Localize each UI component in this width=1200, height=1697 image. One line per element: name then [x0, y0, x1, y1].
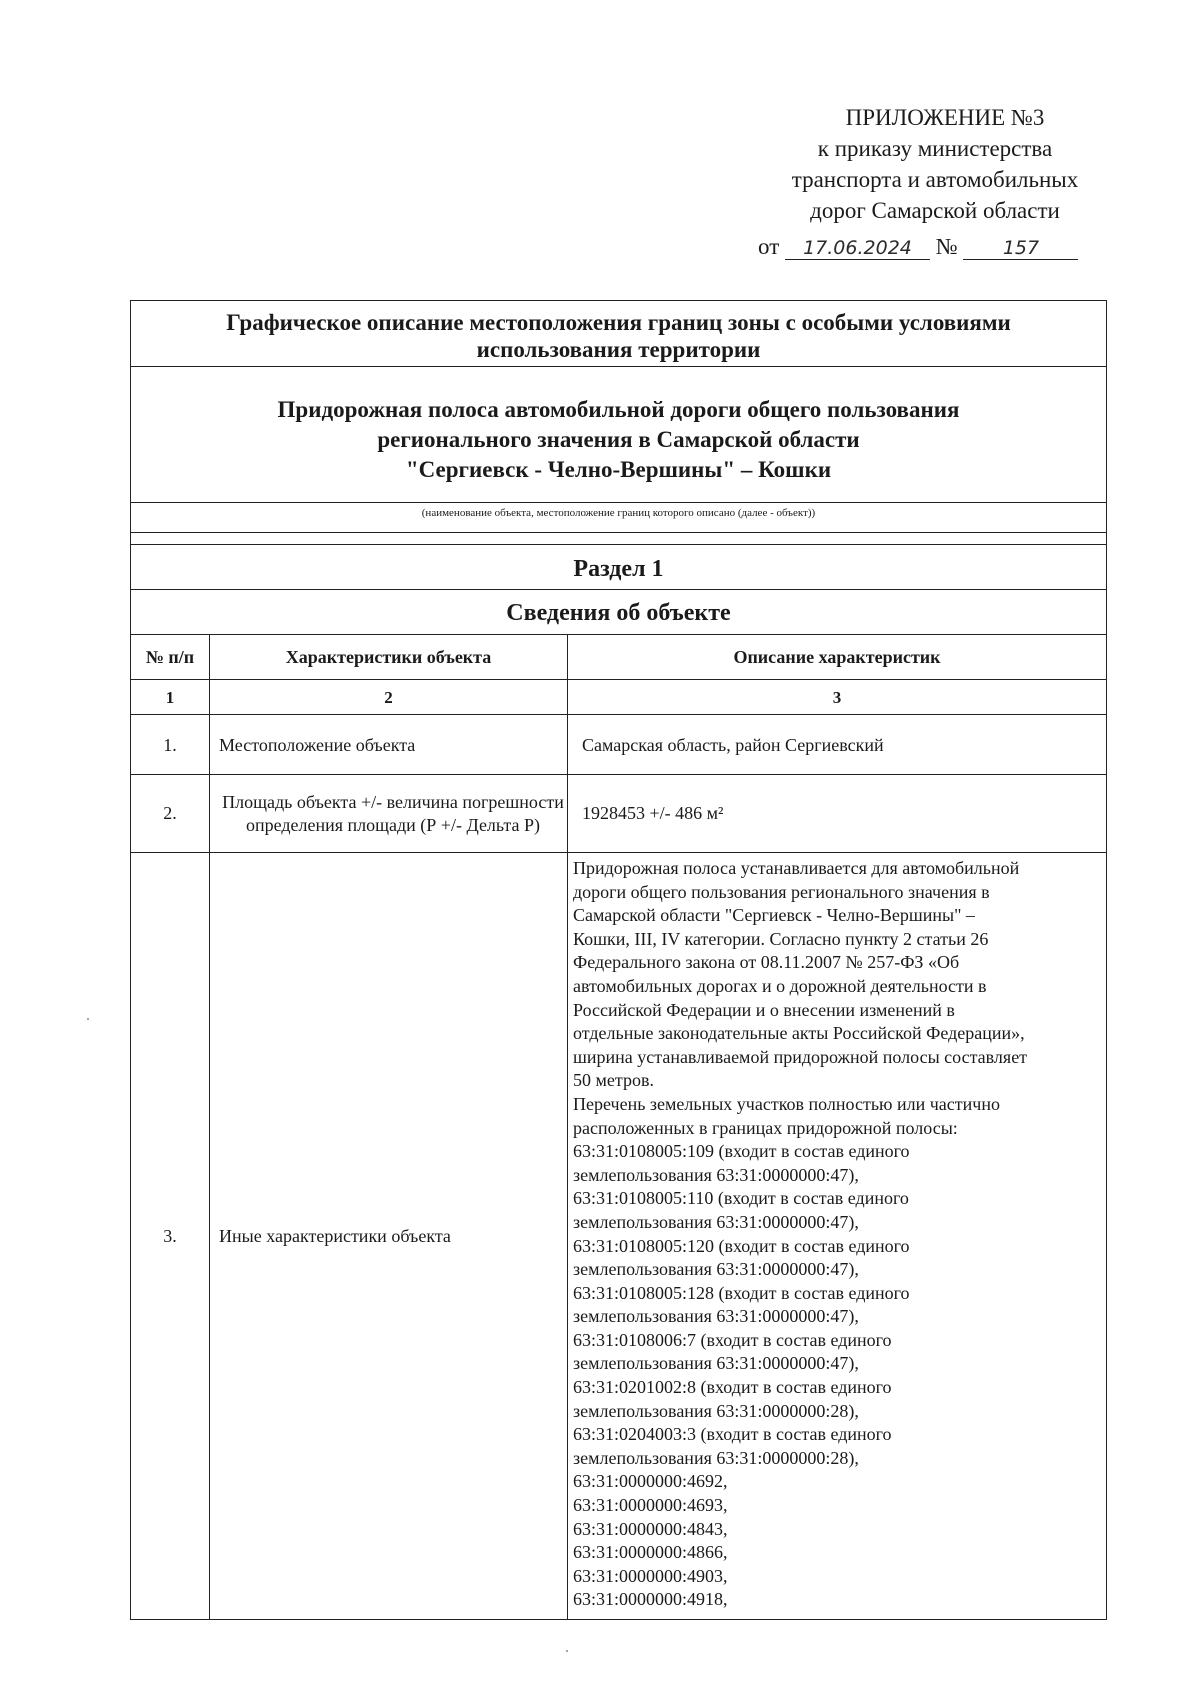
column-number: 1	[131, 680, 210, 715]
row-characteristic: Местоположение объекта	[210, 715, 568, 775]
row-number: 1.	[131, 715, 210, 775]
object-caption: (наименование объекта, местоположение границ которого описано (далее - объект))	[131, 503, 1106, 533]
scan-speck	[566, 1650, 568, 1652]
object-name-line-3: "Сергиевск - Челно-Вершины" – Кошки	[405, 457, 832, 482]
section-title: Раздел 1	[131, 545, 1106, 590]
appendix-title: ПРИЛОЖЕНИЕ №3	[845, 105, 1045, 130]
object-name-line-2: регионального значения в Самарской области	[377, 427, 860, 452]
header-num: № п/п	[131, 635, 210, 680]
description-line: ширина устанавливаемой придорожной полосы составляет	[573, 1046, 1028, 1067]
number-label: №	[935, 234, 958, 259]
description-line: 63:31:0108006:7 (входит в состав единого	[573, 1329, 892, 1350]
header-characteristic: Характеристики объекта	[210, 635, 568, 680]
document-title-line-1: Графическое описание местоположения границ зоны с особыми условиями	[226, 310, 1011, 335]
description-line: Российской Федерации и о внесении изменений в	[573, 999, 955, 1020]
table-row	[131, 853, 1106, 1619]
description-line: 63:31:0000000:4693,	[573, 1495, 728, 1516]
table-header-row	[131, 635, 1106, 680]
column-number: 3	[832, 688, 842, 707]
row-description	[568, 853, 1106, 1619]
row-characteristic: Площадь объекта +/- величина погрешности определения площади (Р +/- Дельта Р)	[210, 775, 568, 852]
from-label: от	[758, 234, 780, 259]
description-line: землепользования 63:31:0000000:28),	[573, 1447, 859, 1468]
description-line: 63:31:0000000:4692,	[573, 1471, 728, 1492]
info-title: Сведения об объекте	[131, 590, 1106, 635]
order-number: 157	[963, 237, 1078, 260]
row-number: 3.	[131, 853, 210, 1619]
description-line: Придорожная полоса устанавливается для автомобильной	[573, 858, 1020, 878]
description-line: 63:31:0201002:8 (входит в состав единого	[573, 1377, 892, 1398]
row-number: 2.	[131, 775, 210, 852]
description-line: 63:31:0108005:120 (входит в состав единого	[573, 1235, 910, 1256]
description-line: Федерального закона от 08.11.2007 № 257-ФЗ «Об	[573, 952, 960, 973]
description-line: землепользования 63:31:0000000:47),	[573, 1211, 859, 1232]
table-row	[131, 775, 1106, 853]
description-line: расположенных в границах придорожной полосы:	[573, 1117, 958, 1138]
description-line: 63:31:0108005:110 (входит в состав единого	[573, 1188, 909, 1209]
description-line: Самарской области "Сергиевск - Челно-Вершины" –	[573, 905, 975, 926]
description-line: 63:31:0108005:128 (входит в состав единого	[573, 1282, 910, 1303]
document-title-line-2: использования территории	[476, 337, 761, 362]
order-date: 17.06.2024	[785, 237, 930, 260]
scan-speck	[87, 1018, 89, 1020]
description-line: землепользования 63:31:0000000:47),	[573, 1353, 859, 1374]
table-row	[131, 715, 1106, 775]
description-line: Перечень земельных участков полностью или частично	[573, 1093, 1000, 1114]
row-characteristic: Иные характеристики объекта	[210, 853, 568, 1619]
appendix-line-region: дорог Самарской области	[810, 198, 1060, 223]
column-number: 2	[210, 680, 568, 715]
description-line: 63:31:0000000:4903,	[573, 1565, 728, 1586]
description-line: отдельные законодательные акты Российской Федерации»,	[573, 1023, 1025, 1044]
description-line: 63:31:0000000:4843,	[573, 1518, 728, 1539]
description-line: Кошки, III, IV категории. Согласно пункту 2 статьи 26	[573, 928, 989, 949]
description-line: землепользования 63:31:0000000:47),	[573, 1259, 859, 1280]
order-date-number	[758, 232, 1118, 262]
description-line: 63:31:0108005:109 (входит в состав единого	[573, 1141, 910, 1162]
row-description: Самарская область, район Сергиевский	[582, 735, 884, 755]
description-line: землепользования 63:31:0000000:28),	[573, 1400, 859, 1421]
document-title	[131, 301, 1106, 367]
description-line: 63:31:0204003:3 (входит в состав единого	[573, 1424, 892, 1445]
description-line: землепользования 63:31:0000000:47),	[573, 1164, 859, 1185]
appendix-block	[760, 102, 1110, 226]
header-description: Описание характеристик	[733, 647, 941, 667]
description-line: автомобильных дорогах и о дорожной деятельности в	[573, 975, 987, 996]
description-line: землепользования 63:31:0000000:47),	[573, 1306, 859, 1327]
row-description: 1928453 +/- 486 м²	[582, 803, 724, 823]
description-line: 63:31:0000000:4866,	[573, 1542, 728, 1563]
column-numbers-row	[131, 680, 1106, 715]
description-line: 63:31:0000000:4918,	[573, 1589, 728, 1610]
description-table	[130, 300, 1107, 1620]
object-name-line-1: Придорожная полоса автомобильной дороги общего пользования	[277, 397, 960, 422]
appendix-line-ministry: транспорта и автомобильных	[791, 167, 1079, 192]
description-line: дороги общего пользования регионального значения в	[573, 881, 990, 902]
appendix-line-order: к приказу министерства	[817, 136, 1053, 161]
description-line: 50 метров.	[573, 1070, 654, 1091]
blank-row	[131, 533, 1106, 545]
object-name	[131, 367, 1106, 503]
